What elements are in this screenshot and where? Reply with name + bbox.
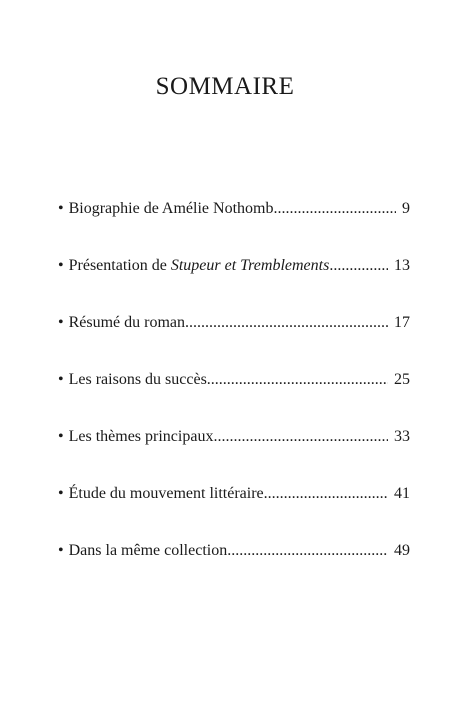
toc-entry-presentation[interactable] <box>58 255 410 312</box>
toc-entry-collection[interactable] <box>58 540 410 597</box>
toc-entry-label: Résumé du roman <box>68 314 186 331</box>
bullet-icon: • <box>58 485 64 502</box>
toc-entry-themes[interactable] <box>58 426 410 483</box>
bullet-icon: • <box>58 200 64 217</box>
toc-page-number: 33 <box>394 428 410 445</box>
table-of-contents <box>58 198 410 597</box>
dot-leader <box>264 483 388 505</box>
toc-entry-label: Les raisons du succès <box>68 371 207 388</box>
toc-entry-label: Dans la même collection <box>68 542 228 559</box>
toc-page-number: 41 <box>394 485 410 502</box>
toc-entry-label: Les thèmes principaux <box>68 428 214 445</box>
dot-leader <box>207 369 388 391</box>
bullet-icon: • <box>58 314 64 331</box>
toc-entry-raisons[interactable] <box>58 369 410 426</box>
toc-entry-biographie[interactable] <box>58 198 410 255</box>
toc-entry-label: Biographie de Amélie Nothomb <box>68 200 274 217</box>
toc-entry-label-prefix: Présentation de <box>68 257 171 274</box>
toc-entry-mouvement[interactable] <box>58 483 410 540</box>
dot-leader <box>273 198 396 220</box>
bullet-icon: • <box>58 542 64 559</box>
bullet-icon: • <box>58 428 64 445</box>
toc-entry-label: Étude du mouvement littéraire <box>68 485 264 502</box>
toc-entry-label-italic: Stupeur et Tremblements <box>170 257 330 274</box>
toc-page-number: 49 <box>394 542 410 559</box>
dot-leader <box>329 255 388 277</box>
bullet-icon: • <box>58 371 64 388</box>
dot-leader <box>213 426 388 448</box>
toc-entry-resume[interactable] <box>58 312 410 369</box>
dot-leader <box>227 540 388 562</box>
toc-page-number: 9 <box>402 200 410 217</box>
toc-page-number: 17 <box>394 314 410 331</box>
toc-page-number: 13 <box>394 257 410 274</box>
toc-entry-label <box>69 255 330 277</box>
dot-leader <box>185 312 388 334</box>
bullet-icon: • <box>58 257 64 274</box>
toc-page-number: 25 <box>394 371 410 388</box>
page-title: SOMMAIRE <box>155 73 295 100</box>
